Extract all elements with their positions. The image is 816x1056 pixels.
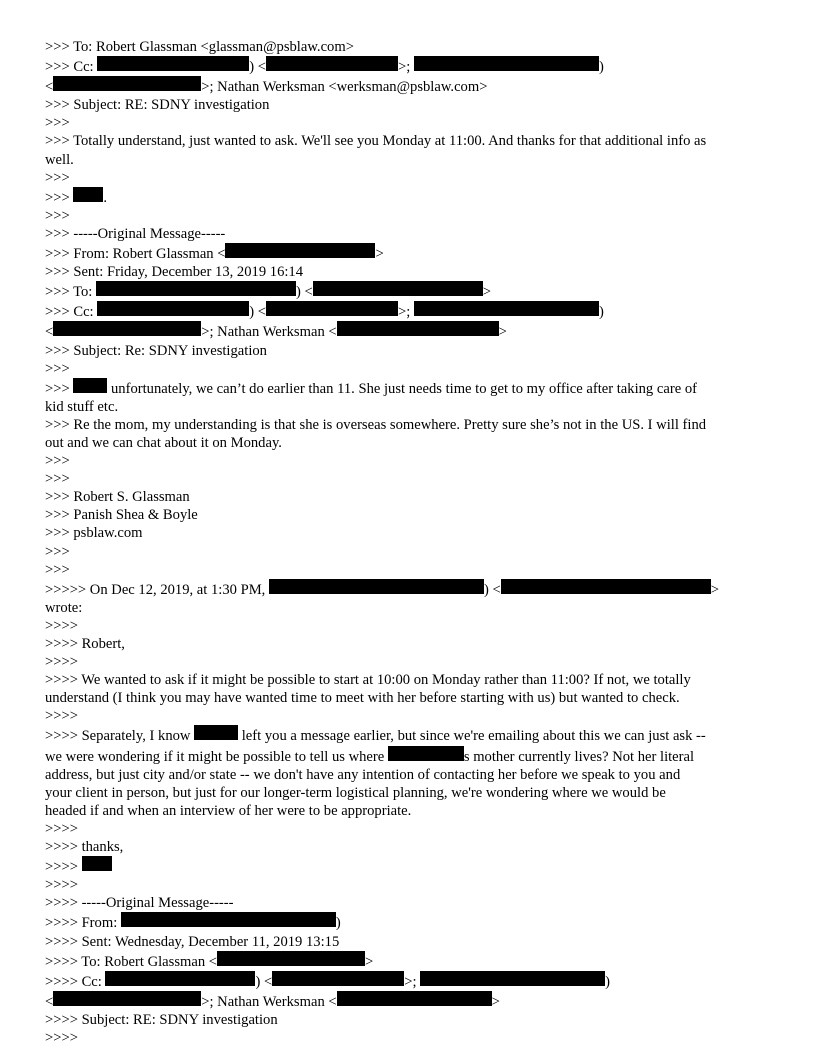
- email-line: [45, 933, 780, 951]
- line-text: >;: [398, 304, 414, 321]
- email-line: [45, 243, 780, 263]
- line-text: <: [45, 993, 54, 1010]
- email-line: [45, 561, 780, 579]
- line-text: >>>>: [45, 877, 78, 894]
- line-text: >: [482, 284, 491, 301]
- line-text: ): [605, 973, 611, 990]
- email-line: [45, 96, 780, 114]
- email-line: [45, 378, 780, 398]
- email-line: [45, 579, 780, 599]
- redaction-box: [105, 971, 255, 986]
- line-text: >>>: [45, 561, 70, 578]
- line-text: address, but just city and/or state -- we don't have any intention of contacting her before we speak to you and: [45, 766, 681, 783]
- line-text: >>> Cc:: [45, 59, 98, 76]
- email-line: [45, 76, 780, 96]
- redaction-box: [269, 579, 484, 594]
- email-line: [45, 784, 780, 802]
- email-line: [45, 671, 780, 689]
- line-text: >>> Panish Shea & Boyle: [45, 507, 198, 524]
- redaction-box: [53, 321, 201, 336]
- line-text: >>>>: [45, 708, 78, 725]
- line-text: >>> To: Robert Glassman <glassman@psblaw.com>: [45, 39, 354, 55]
- email-line: [45, 971, 780, 991]
- line-text: >>>> To: Robert Glassman <: [45, 953, 218, 970]
- line-text: out and we can chat about it on Monday.: [45, 434, 282, 451]
- line-text: >>>>: [45, 1029, 78, 1046]
- email-line: [45, 876, 780, 894]
- line-text: .: [103, 189, 107, 206]
- line-text: ) <: [255, 973, 273, 990]
- line-text: >>> Subject: RE: SDNY investigation: [45, 97, 270, 114]
- email-line: [45, 169, 780, 187]
- email-thread-document: [45, 38, 780, 1047]
- email-line: [45, 707, 780, 725]
- email-line: [45, 225, 780, 243]
- line-text: >: [375, 246, 384, 263]
- email-line: [45, 912, 780, 932]
- line-text: >>> Cc:: [45, 304, 98, 321]
- email-line: [45, 38, 780, 56]
- email-line: [45, 398, 780, 416]
- line-text: headed if and when an interview of her were to be appropriate.: [45, 802, 412, 819]
- line-text: we were wondering if it might be possible to tell us where: [45, 748, 388, 765]
- email-line: [45, 434, 780, 452]
- email-line: [45, 360, 780, 378]
- redaction-box: [501, 579, 711, 594]
- line-text: >>> Re the mom, my understanding is that she is overseas somewhere. Pretty sure she’s not in the US. I will find: [45, 416, 707, 433]
- line-text: ): [598, 59, 604, 76]
- line-text: kid stuff etc.: [45, 398, 119, 415]
- email-line: [45, 725, 780, 745]
- line-text: >>>: [45, 189, 74, 206]
- redaction-box: [97, 301, 249, 316]
- line-text: ) <: [295, 284, 313, 301]
- redaction-box: [414, 56, 599, 71]
- email-line: [45, 301, 780, 321]
- redaction-box: [53, 991, 201, 1006]
- line-text: >>>: [45, 169, 70, 186]
- redaction-box: [194, 725, 238, 740]
- line-text: >>> psblaw.com: [45, 525, 143, 542]
- line-text: >>>>: [45, 654, 78, 671]
- line-text: >>> To:: [45, 284, 96, 301]
- line-text: >>>: [45, 360, 70, 377]
- line-text: >: [710, 581, 719, 598]
- email-line: [45, 452, 780, 470]
- redaction-box: [73, 378, 107, 393]
- line-text: >>> From: Robert Glassman <: [45, 246, 226, 263]
- redaction-box: [82, 856, 112, 871]
- email-line: [45, 1011, 780, 1029]
- email-line: [45, 263, 780, 281]
- email-line: [45, 766, 780, 784]
- line-text: unfortunately, we can’t do earlier than 11. She just needs time to get to my office after taking care of: [107, 380, 697, 397]
- email-line: [45, 132, 780, 150]
- line-text: >; Nathan Werksman <: [201, 324, 337, 341]
- email-line: [45, 470, 780, 488]
- email-line: [45, 543, 780, 561]
- redaction-box: [266, 301, 398, 316]
- line-text: >>>> -----Original Message-----: [45, 895, 234, 912]
- line-text: >>>>: [45, 820, 78, 837]
- line-text: understand (I think you may have wanted time to meet with her before starting with us) but wanted to check.: [45, 690, 680, 707]
- email-line: [45, 207, 780, 225]
- email-line: [45, 838, 780, 856]
- redaction-box: [121, 912, 336, 927]
- email-line: [45, 524, 780, 542]
- line-text: >>>> Robert,: [45, 636, 125, 652]
- email-line: [45, 802, 780, 820]
- email-line: [45, 951, 780, 971]
- email-line: [45, 321, 780, 341]
- redaction-box: [217, 951, 365, 966]
- line-text: >: [491, 993, 500, 1010]
- line-text: >>>> We wanted to ask if it might be possible to start at 10:00 on Monday rather than 11:00? If not, we totally: [45, 672, 691, 689]
- redaction-box: [420, 971, 605, 986]
- email-line: [45, 114, 780, 132]
- line-text: >>> Sent: Friday, December 13, 2019 16:14: [45, 264, 304, 281]
- line-text: >>>: [45, 471, 70, 488]
- email-line: [45, 281, 780, 301]
- line-text: >; Nathan Werksman <: [201, 993, 337, 1010]
- email-line: [45, 56, 780, 76]
- line-text: >;: [404, 973, 421, 990]
- line-text: your client in person, but just for our longer-term logistical planning, we're wondering where we would be: [45, 784, 666, 801]
- line-text: >>>: [45, 380, 74, 397]
- line-text: s mother currently lives? Not her literal: [463, 748, 695, 765]
- redaction-box: [225, 243, 375, 258]
- email-line: [45, 506, 780, 524]
- redaction-box: [337, 321, 499, 336]
- line-text: ) <: [483, 581, 501, 598]
- line-text: wrote:: [45, 599, 83, 616]
- email-line: [45, 894, 780, 912]
- line-text: >>>: [45, 115, 70, 132]
- redaction-box: [388, 746, 464, 761]
- redaction-box: [266, 56, 398, 71]
- email-line: [45, 599, 780, 617]
- redaction-box: [313, 281, 483, 296]
- line-text: well.: [45, 151, 74, 168]
- line-text: >>>>> On Dec 12, 2019, at 1:30 PM,: [45, 581, 269, 598]
- email-line: [45, 856, 780, 876]
- redaction-box: [414, 301, 599, 316]
- line-text: >>>> thanks,: [45, 839, 124, 856]
- redaction-box: [53, 76, 201, 91]
- line-text: >>>>: [45, 859, 82, 876]
- redaction-box: [73, 187, 103, 202]
- line-text: >; Nathan Werksman <werksman@psblaw.com>: [201, 79, 488, 96]
- line-text: >>> Subject: Re: SDNY investigation: [45, 342, 267, 359]
- line-text: ) <: [249, 59, 267, 76]
- line-text: >>>: [45, 453, 70, 470]
- line-text: >>>: [45, 543, 70, 560]
- line-text: <: [45, 79, 54, 96]
- redaction-box: [96, 281, 296, 296]
- line-text: ) <: [249, 304, 267, 321]
- line-text: >>> -----Original Message-----: [45, 225, 226, 242]
- redaction-box: [272, 971, 404, 986]
- email-line: [45, 746, 780, 766]
- email-line: [45, 342, 780, 360]
- line-text: >>>> Sent: Wednesday, December 11, 2019 13:15: [45, 933, 340, 950]
- line-text: <: [45, 324, 54, 341]
- email-line: [45, 488, 780, 506]
- redaction-box: [97, 56, 249, 71]
- email-line: [45, 820, 780, 838]
- line-text: left you a message earlier, but since we're emailing about this we can just ask --: [238, 728, 706, 745]
- line-text: >>>> Subject: RE: SDNY investigation: [45, 1011, 278, 1028]
- email-line: [45, 416, 780, 434]
- email-line: [45, 635, 780, 653]
- line-text: >;: [398, 59, 414, 76]
- line-text: >>>: [45, 207, 70, 224]
- line-text: >: [365, 953, 374, 970]
- line-text: ): [335, 915, 341, 932]
- line-text: >>>> Separately, I know: [45, 728, 195, 745]
- email-line: [45, 689, 780, 707]
- email-line: [45, 1029, 780, 1047]
- line-text: >>>> From:: [45, 915, 121, 932]
- line-text: >>>> Cc:: [45, 973, 106, 990]
- line-text: ): [598, 304, 604, 321]
- line-text: >>> Robert S. Glassman: [45, 489, 190, 506]
- email-line: [45, 187, 780, 207]
- email-line: [45, 151, 780, 169]
- redaction-box: [337, 991, 492, 1006]
- email-line: [45, 991, 780, 1011]
- line-text: >>>>: [45, 617, 78, 634]
- line-text: >>> Totally understand, just wanted to ask. We'll see you Monday at 11:00. And thanks for that additional info as: [45, 133, 707, 150]
- email-line: [45, 617, 780, 635]
- email-line: [45, 653, 780, 671]
- line-text: >: [498, 324, 507, 341]
